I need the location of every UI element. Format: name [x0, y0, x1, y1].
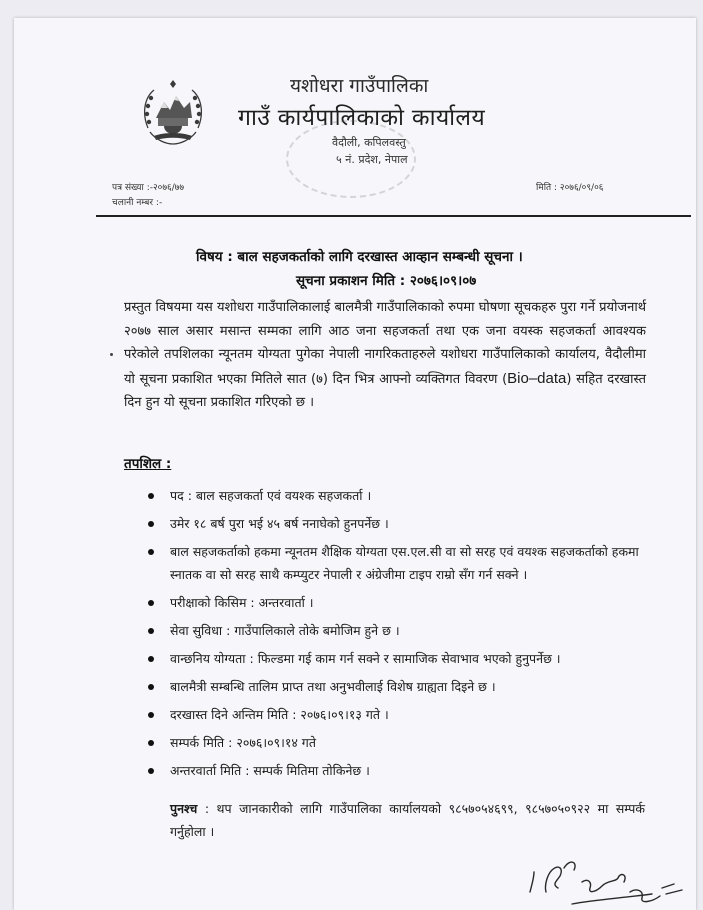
bio-data-term: Bio–data [507, 369, 567, 387]
office-name: गाउँ कार्यपालिकाको कार्यालय [238, 105, 485, 131]
bullet-icon [148, 768, 154, 774]
bullet-icon [148, 712, 154, 718]
bullet-icon [148, 656, 154, 662]
list-item: अन्तरवार्ता मिति : सम्पर्क मितिमा तोकिनेछ । [148, 759, 648, 782]
body-text-1: प्रस्तुत विषयमा यस यशोधरा गाउँपालिकालाई बालमैत्री गाउँपालिकाको रुपमा घोषणा सूचकहरु पुरा गर्ने प्रयोजनार्थ २०७७ साल असार मसान्त सम्मका लागि आठ जना सहजकर्ता तथा एक जना वयस्क सहजकर्ता आवश्यक परेकोले तपशिलका न्यूनतम योग्यता पुगेका नेपाली नागरिकताहरुले यशोधरा गाउँपालिकाको कार्यालय, वैदौलीमा यो सूचना प्रकाशित भएका मितिले सात (७) दिन भित्र आफ्नो व्यक्तिगत विवरण ( [124, 300, 646, 387]
postscript [170, 797, 645, 843]
address-line-1: वैदौली, कपिलवस्तु [332, 136, 406, 149]
postscript-text: : थप जानकारीको लागि गाउँपालिका कार्यालयको ९८५७०५४६९९, ९८५७०५०९२२ मा सम्पर्क गर्नुहोला । [170, 801, 645, 839]
office-stamp [286, 120, 416, 198]
address-line-2: ५ नं. प्रदेश, नेपाल [336, 153, 408, 166]
bullet-icon [148, 684, 154, 690]
list-item: सेवा सुविधा : गाउँपालिकाले तोके बमोजिम हुने छ । [148, 619, 648, 642]
bullet-icon [148, 740, 154, 746]
list-item: वान्छनिय योग्यता : फिल्डमा गई काम गर्न सक्ने र सामाजिक सेवाभाव भएको हुनुपर्नेछ । [148, 647, 648, 670]
list-item: दरखास्त दिने अन्तिम मिति : २०७६।०९।१३ गते । [148, 703, 648, 726]
bullet-icon [148, 493, 154, 499]
bullet-icon [148, 521, 154, 527]
list-item: सम्पर्क मिति : २०७६।०९।१४ गते [148, 731, 648, 754]
municipality-name: यशोधरा गाउँपालिका [290, 75, 429, 97]
signature-icon [512, 848, 692, 910]
postscript-label: पुनश्च [170, 801, 198, 816]
bullet-icon [148, 628, 154, 634]
nepal-emblem-icon [140, 78, 206, 148]
letter-number: पत्र संख्या :-२०७६/७७ [112, 183, 185, 193]
letter-date: मिति : २०७६/०९/०६ [536, 183, 604, 193]
list-item: बालमैत्री सम्बन्धि तालिम प्राप्त तथा अनुभवीलाई विशेष ग्राह्यता दिइने छ । [148, 675, 648, 698]
header-divider [96, 215, 691, 217]
body-text-2: ) सहित दरखास्त दिन हुन यो सूचना प्रकाशित गरिएको छ । [124, 371, 646, 411]
bullet-icon [148, 549, 154, 555]
ink-speck [110, 353, 113, 356]
details-list [148, 484, 648, 787]
list-item: परीक्षाको किसिम : अन्तरवार्ता । [148, 591, 648, 614]
publish-date: सूचना प्रकाशन मिति : २०७६।०९।०७ [296, 273, 477, 289]
list-item: उमेर १८ बर्ष पुरा भई ४५ बर्ष ननाघेको हुनपर्नेछ । [148, 512, 648, 535]
list-item: बाल सहजकर्ताको हकमा न्यूनतम शैक्षिक योग्यता एस.एल.सी वा सो सरह एवं वयश्क सहजकर्ताको हकमा स्नातक वा सो सरह साथै कम्प्युटर नेपाली र अंग्रेजीमा टाइप राम्रो सँग गर्न सक्ने । [148, 540, 648, 586]
dispatch-number: चलानी नम्बर :- [112, 198, 163, 208]
bullet-icon [148, 600, 154, 606]
notice-subject: विषय : बाल सहजकर्ताको लागि दरखास्त आव्हान सम्बन्धी सूचना । [196, 249, 523, 265]
notice-body [124, 296, 646, 415]
list-item: पद : बाल सहजकर्ता एवं वयश्क सहजकर्ता । [148, 484, 648, 507]
details-heading: तपशिल : [124, 456, 172, 472]
